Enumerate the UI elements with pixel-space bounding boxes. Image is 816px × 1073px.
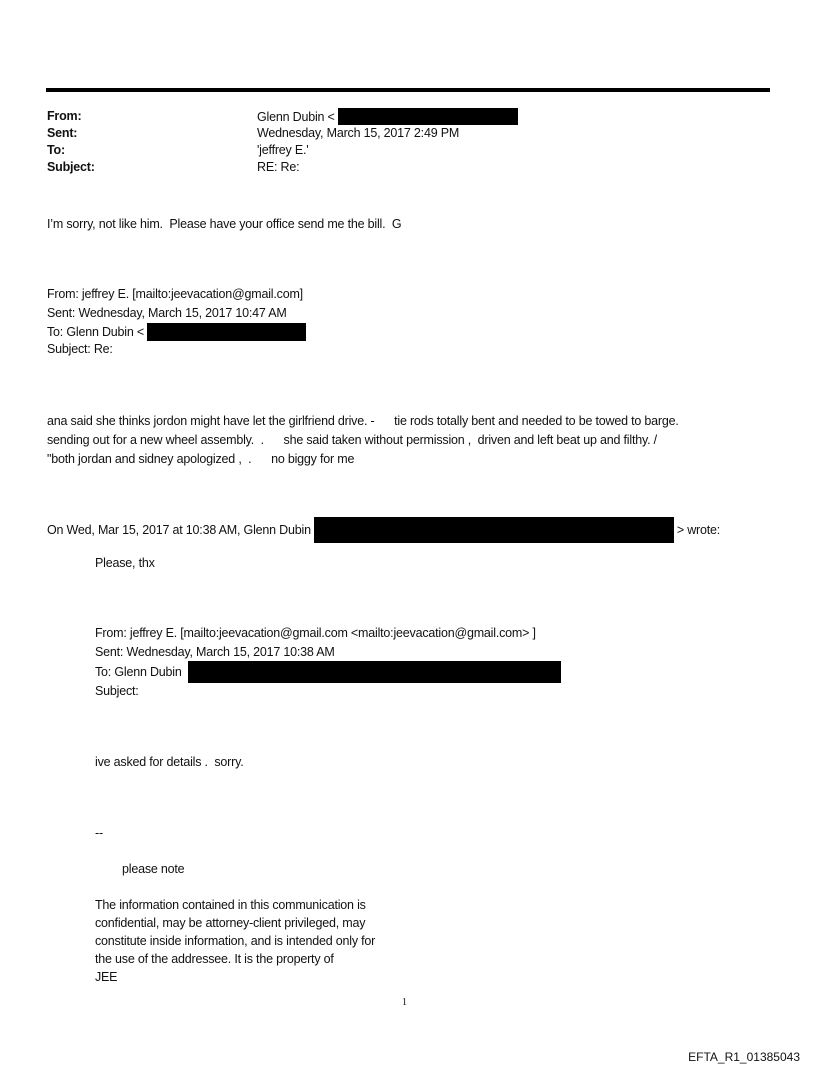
quoted1-body-line: ana said she thinks jordon might have let the girlfriend drive. - tie rods totally bent and needed to be towed to barge. [47,414,679,428]
redaction [147,323,306,341]
to-value: 'jeffrey E.' [257,143,309,157]
redaction [314,517,674,543]
disclaimer-line: the use of the addressee. It is the property of [95,952,334,966]
please-note: please note [122,862,185,876]
sent-value: Wednesday, March 15, 2017 2:49 PM [257,126,460,140]
document-id: EFTA_R1_01385043 [688,1050,800,1064]
quoted1-body-line: sending out for a new wheel assembly. . she said taken without permission , driven and left beat up and filthy. / [47,433,657,447]
page-number: 1 [402,997,407,1008]
subject-value: RE: Re: [257,160,300,174]
quoted2-to-row [95,661,561,683]
disclaimer-line: confidential, may be attorney-client privileged, may [95,916,366,930]
to-label: To: [47,143,65,157]
subject-label: Subject: [47,160,95,174]
redaction [188,661,561,683]
disclaimer-line: constitute inside information, and is intended only for [95,934,376,948]
from-value: Glenn Dubin < [257,109,335,124]
quoted1-sent: Sent: Wednesday, March 15, 2017 10:47 AM [47,306,287,320]
quoted1-subject: Subject: Re: [47,342,113,356]
quoted1-to: To: Glenn Dubin < [47,325,145,339]
header-rule [46,88,770,92]
signature-separator: -- [95,826,103,840]
quoted2-message: ive asked for details . sorry. [95,755,244,769]
redaction [338,108,518,125]
quoted1-to-row [47,323,306,341]
quoted2-to: To: Glenn Dubin [95,665,182,679]
quoted2-sent: Sent: Wednesday, March 15, 2017 10:38 AM [95,645,335,659]
attribution-row [47,517,720,543]
attribution-prefix: On Wed, Mar 15, 2017 at 10:38 AM, Glenn Dubin [47,523,311,537]
quoted1-from: From: jeffrey E. [mailto:jeevacation@gmail.com] [47,287,303,301]
quoted2-body: Please, thx [95,556,155,570]
sent-label: Sent: [47,126,78,140]
quoted1-body-line: "both jordan and sidney apologized , . no biggy for me [47,452,355,466]
attribution-suffix: > wrote: [676,523,721,537]
quoted2-from: From: jeffrey E. [mailto:jeevacation@gmail.com <mailto:jeevacation@gmail.com> ] [95,626,536,640]
from-row [257,108,518,125]
quoted2-subject: Subject: [95,684,139,698]
disclaimer-line: The information contained in this communication is [95,898,366,912]
disclaimer-line: JEE [95,970,118,984]
from-label: From: [47,109,82,123]
reply-body: I’m sorry, not like him. Please have your office send me the bill. G [47,217,402,231]
